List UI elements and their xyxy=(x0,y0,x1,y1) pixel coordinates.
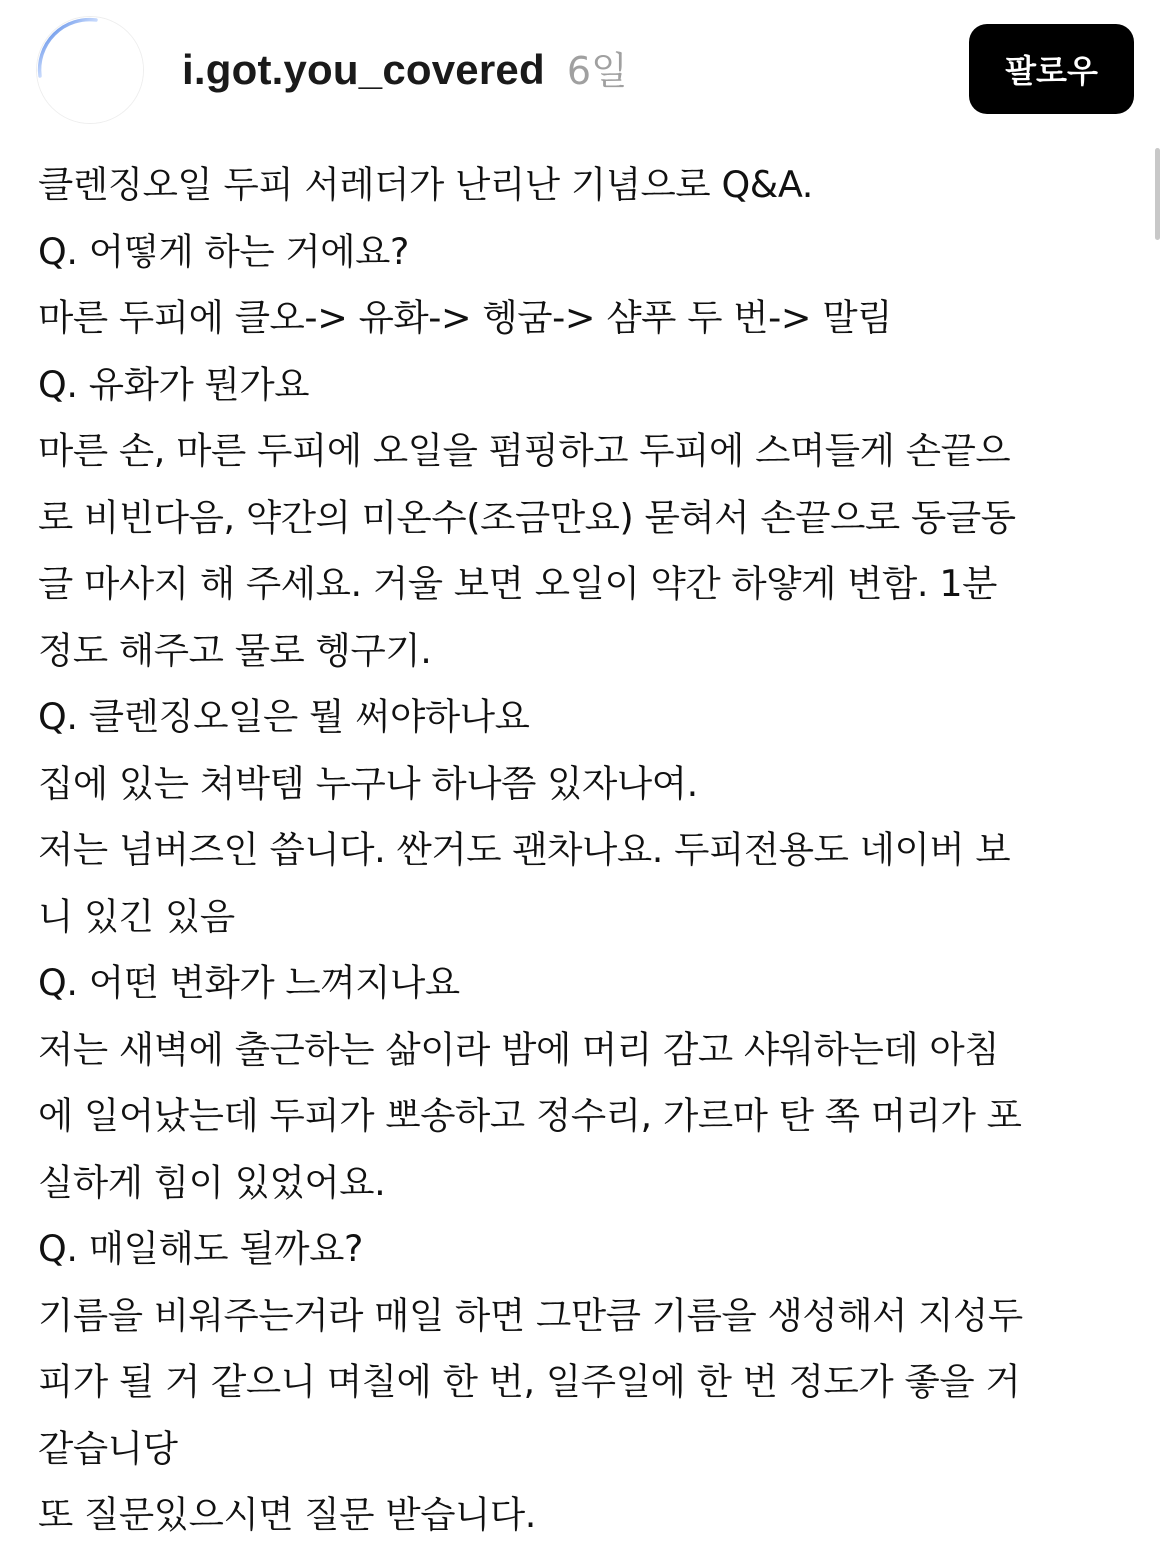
post-header xyxy=(0,0,1170,135)
post-line: Q. 어떤 변화가 느껴지나요 xyxy=(38,961,460,1004)
post-line: 집에 있는 쳐박템 누구나 하나쯤 있자나여. xyxy=(38,761,698,805)
scrollbar-thumb[interactable] xyxy=(1155,148,1160,240)
author-meta xyxy=(182,40,628,95)
post-line: 마른 손, 마른 두피에 오일을 펌핑하고 두피에 스며들게 손끝으 xyxy=(38,429,1011,472)
post-line: Q. 유화가 뭔가요 xyxy=(38,362,310,406)
post-line: 마른 두피에 클오-> 유화-> 헹굼-> 샴푸 두 번-> 말림 xyxy=(38,296,893,339)
post-line: 글 마사지 해 주세요. 거울 보면 오일이 약간 하얗게 변함. 1분 xyxy=(38,562,998,605)
post-line: 저는 넘버즈인 씁니다. 싼거도 괜차나요. 두피전용도 네이버 보 xyxy=(38,828,1011,871)
post-line: 같습니당 xyxy=(38,1426,178,1470)
post-line: 니 있긴 있음 xyxy=(38,894,235,938)
post-line: 피가 될 거 같으니 며칠에 한 번, 일주일에 한 번 정도가 좋을 거 xyxy=(38,1360,1021,1403)
post-line: 에 일어났는데 두피가 뽀송하고 정수리, 가르마 탄 쪽 머리가 포 xyxy=(38,1094,1022,1137)
post-line: 저는 새벽에 출근하는 삶이라 밤에 머리 감고 샤워하는데 아침 xyxy=(38,1027,1000,1071)
post-line: 클렌징오일 두피 서레더가 난리난 기념으로 Q&A. xyxy=(38,163,813,206)
post-line: Q. 어떻게 하는 거에요? xyxy=(38,229,409,273)
post-line: 실하게 힘이 있었어요. xyxy=(38,1160,386,1204)
post-time: 6일 xyxy=(566,49,628,93)
avatar[interactable] xyxy=(36,16,144,124)
post-line: 정도 해주고 물로 헹구기. xyxy=(38,628,432,672)
post-line: 기름을 비워주는거라 매일 하면 그만큼 기름을 생성해서 지성두 xyxy=(38,1293,1023,1337)
follow-button[interactable]: 팔로우 xyxy=(969,24,1134,114)
post-line: Q. 클렌징오일은 뭘 써야하나요 xyxy=(38,695,530,738)
post-line: 또 질문있으시면 질문 받습니다. xyxy=(38,1493,536,1536)
post-line: Q. 매일해도 될까요? xyxy=(38,1227,363,1270)
post-line: 로 비빈다음, 약간의 미온수(조금만요) 묻혀서 손끝으로 동글동 xyxy=(38,495,1016,539)
avatar-image xyxy=(36,16,144,124)
post-body xyxy=(38,152,1134,1549)
username[interactable]: i.got.you_covered xyxy=(182,46,545,93)
